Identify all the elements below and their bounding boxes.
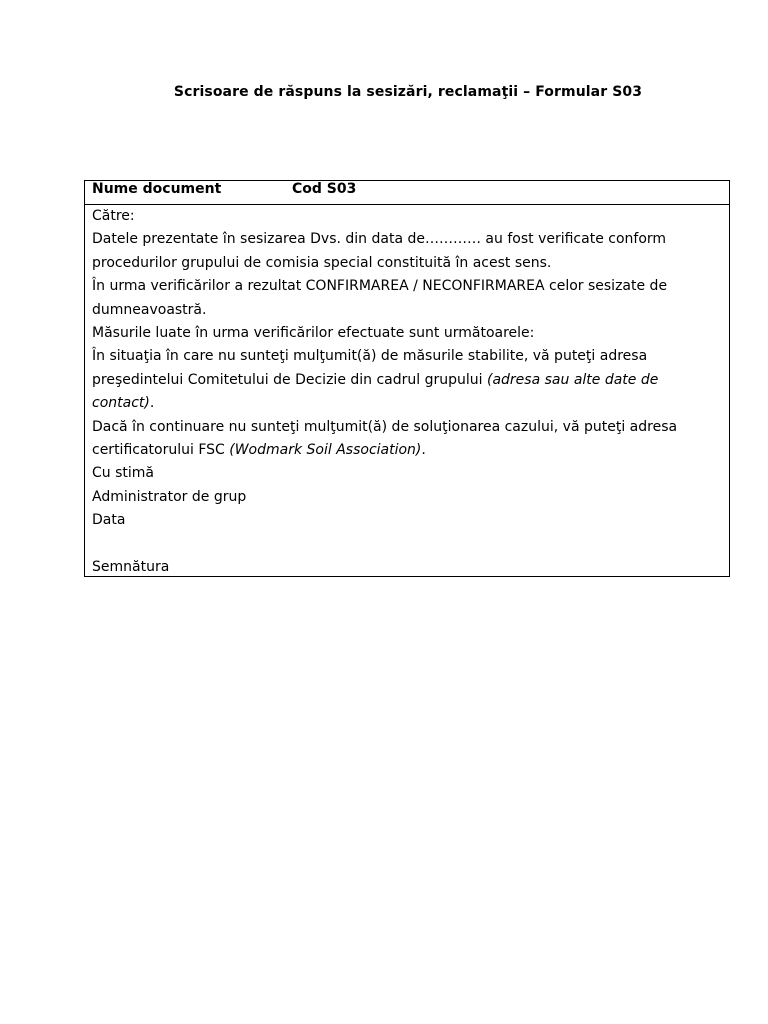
body-line-2: procedurilor grupului de comisia special constituită în acest sens. xyxy=(92,254,552,271)
body-line-1: Datele prezentate în sesizarea Dvs. din data de………… au fost verificate conform xyxy=(92,231,667,248)
body-line-10-end: . xyxy=(421,442,426,459)
body-line-9: Dacă în continuare nu sunteţi mulţumit(ă) de soluţionarea cazului, vă puteţi adresa xyxy=(92,418,678,435)
form-header-row xyxy=(85,181,729,205)
signature-line: Semnătura xyxy=(92,559,170,576)
body-line-8 xyxy=(92,392,722,415)
body-line-7 xyxy=(92,369,722,392)
form-body xyxy=(85,205,729,579)
body-line-10 xyxy=(92,439,722,462)
blank-spacer xyxy=(92,533,722,556)
date-line: Data xyxy=(92,512,126,529)
document-name-label: Nume document xyxy=(92,181,222,197)
document-title: Scrisoare de răspuns la sesizări, reclamaţii – Formular S03 xyxy=(173,84,643,100)
body-line-7-italic: (adresa sau alte date de xyxy=(487,371,659,388)
form-table xyxy=(84,180,730,577)
document-code-label: Cod S03 xyxy=(292,181,357,197)
body-line-8-text: . xyxy=(149,395,155,412)
body-line-5: Măsurile luate în urma verificărilor efectuate sunt următoarele: xyxy=(92,325,535,342)
body-line-10-italic: (Wodmark Soil Association) xyxy=(229,442,422,459)
closing-line: Cu stimă xyxy=(92,465,154,482)
body-line-10-text: certificatorului FSC xyxy=(92,442,230,459)
role-line: Administrator de grup xyxy=(92,488,247,505)
body-line-8-italic: contact) xyxy=(92,395,150,412)
body-line-7-text: preşedintelui Comitetului de Decizie din cadrul grupului xyxy=(92,371,487,388)
body-line-4: dumneavoastră. xyxy=(92,301,207,318)
body-line-3: În urma verificărilor a rezultat CONFIRMAREA / NECONFIRMAREA celor sesizate de xyxy=(92,278,668,295)
recipient-line: Către: xyxy=(92,208,135,224)
body-line-6: În situaţia în care nu sunteţi mulţumit(ă) de măsurile stabilite, vă puteţi adresa xyxy=(92,348,648,365)
